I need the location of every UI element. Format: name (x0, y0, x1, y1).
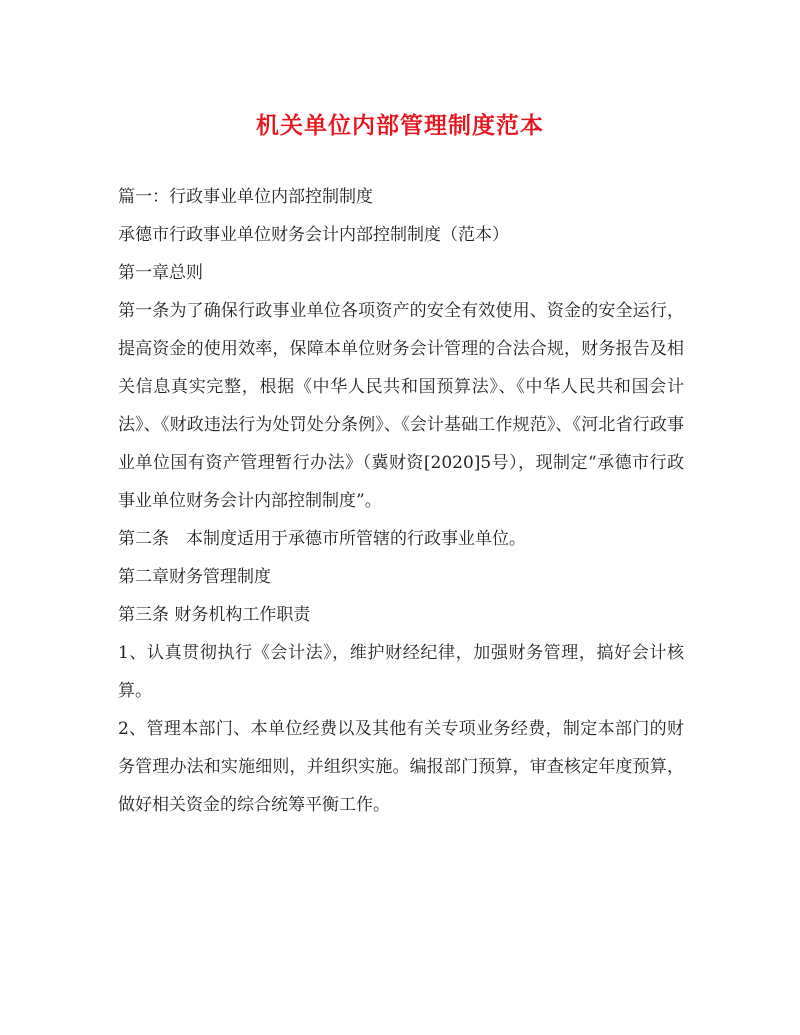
document-title: 机关单位内部管理制度范本 (256, 112, 544, 139)
paragraph-article-one: 第一条为了确保行政事业单位各项资产的安全有效使用、资金的安全运行，提高资金的使用效率，保障本单位财务会计管理的合法合规，财务报告及相关信息真实完整，根据《中华人民共和国预算法》、《中华人民共和国会计法》、《财政违法行为处罚处分条例》、《会计基础工作规范》、《河北省行政事业单位国有资产管理暂行办法》（冀财资[2020]5号），现制定“承德市行政事业单位财务会计内部控制制度”。 (118, 301, 684, 511)
document-body (118, 178, 684, 824)
paragraph-regulation-title: 承德市行政事业单位财务会计内部控制制度（范本） (118, 225, 509, 245)
paragraph-part-one-heading: 篇一：行政事业单位内部控制制度 (118, 187, 373, 207)
paragraph-article-two: 第二条 本制度适用于承德市所管辖的行政事业单位。 (118, 529, 526, 549)
paragraph-duty-one: 1、认真贯彻执行《会计法》，维护财经纪律，加强财务管理，搞好会计核算。 (118, 643, 684, 701)
paragraph-chapter-one: 第一章总则 (118, 263, 203, 283)
paragraph-article-three: 第三条 财务机构工作职责 (118, 605, 311, 625)
paragraph-chapter-two: 第二章财务管理制度 (118, 567, 271, 587)
paragraph-duty-two: 2、管理本部门、本单位经费以及其他有关专项业务经费，制定本部门的财务管理办法和实施细则，并组织实施。编报部门预算，审查核定年度预算，做好相关资金的综合统筹平衡工作。 (118, 719, 684, 815)
